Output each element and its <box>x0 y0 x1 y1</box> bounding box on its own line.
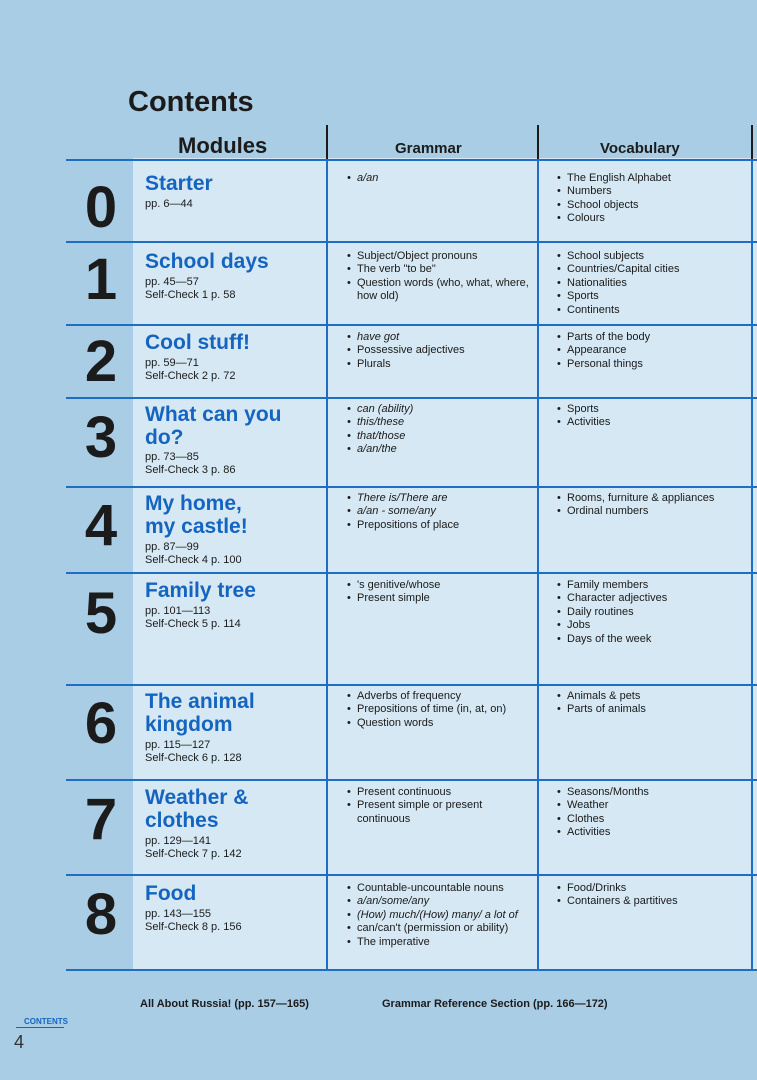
grammar-item: • that/those <box>347 430 532 443</box>
row-divider <box>66 486 757 488</box>
vocabulary-item: • Activities <box>557 826 747 839</box>
module-title[interactable]: The animal kingdom <box>145 690 255 736</box>
module-title[interactable]: Family tree <box>145 579 256 602</box>
vocabulary-item: • Nationalities <box>557 277 747 290</box>
contents-tag: CONTENTS <box>24 1017 68 1026</box>
row-divider <box>66 684 757 686</box>
grammar-item: • Question words (who, what, where, how old) <box>347 277 532 304</box>
grammar-list <box>347 172 532 185</box>
column-divider <box>537 160 539 970</box>
module-selfcheck: Self-Check 7 p. 142 <box>145 848 242 860</box>
grammar-item: • 's genitive/whose <box>347 579 532 592</box>
column-header-grammar: Grammar <box>395 140 462 157</box>
vocabulary-list <box>557 579 747 646</box>
grammar-item: • (How) much/(How) many/ a lot of <box>347 909 532 922</box>
vocabulary-item: • Days of the week <box>557 633 747 646</box>
vocabulary-list <box>557 250 747 317</box>
row-divider <box>66 324 757 326</box>
module-title[interactable]: Food <box>145 882 197 905</box>
module-pages: pp. 101—113 <box>145 605 211 617</box>
vocabulary-list <box>557 172 747 226</box>
vocabulary-item: • Appearance <box>557 344 747 357</box>
module-selfcheck: Self-Check 5 p. 114 <box>145 618 241 630</box>
row-divider <box>66 874 757 876</box>
module-selfcheck: Self-Check 3 p. 86 <box>145 464 236 476</box>
grammar-item: • The imperative <box>347 936 532 949</box>
vocabulary-item: • Jobs <box>557 619 747 632</box>
module-number: 0 <box>84 175 118 240</box>
module-number: 5 <box>84 581 118 646</box>
vocabulary-item: • The English Alphabet <box>557 172 747 185</box>
module-selfcheck: Self-Check 2 p. 72 <box>145 370 236 382</box>
row-divider <box>66 969 757 971</box>
header-divider <box>326 125 328 160</box>
module-title[interactable]: My home, my castle! <box>145 492 248 538</box>
module-title[interactable]: What can you do? <box>145 403 282 449</box>
module-number: 8 <box>84 882 118 947</box>
grammar-item: • Present simple or present continuous <box>347 799 532 826</box>
vocabulary-item: • School objects <box>557 199 747 212</box>
contents-tag-underline <box>16 1027 64 1028</box>
grammar-item: • a/an - some/any <box>347 505 532 518</box>
module-pages: pp. 143—155 <box>145 908 212 920</box>
grammar-list <box>347 690 532 730</box>
module-pages: pp. 45—57 <box>145 276 199 288</box>
grammar-item: • have got <box>347 331 532 344</box>
vocabulary-item: • Sports <box>557 403 747 416</box>
vocabulary-list <box>557 786 747 840</box>
vocabulary-item: • Continents <box>557 304 747 317</box>
module-title[interactable]: Starter <box>145 172 213 195</box>
module-pages: pp. 115—127 <box>145 739 211 751</box>
vocabulary-item: • Seasons/Months <box>557 786 747 799</box>
vocabulary-item: • School subjects <box>557 250 747 263</box>
grammar-item: • Plurals <box>347 358 532 371</box>
grammar-list <box>347 250 532 304</box>
grammar-list <box>347 331 532 371</box>
grammar-item: • Adverbs of frequency <box>347 690 532 703</box>
grammar-item: • Prepositions of time (in, at, on) <box>347 703 532 716</box>
module-pages: pp. 129—141 <box>145 835 212 847</box>
row-divider <box>66 779 757 781</box>
grammar-item: • Prepositions of place <box>347 519 532 532</box>
vocabulary-item: • Clothes <box>557 813 747 826</box>
footer-grammar-reference[interactable]: Grammar Reference Section (pp. 166—172) <box>382 998 608 1010</box>
module-number: 4 <box>84 493 118 558</box>
vocabulary-item: • Personal things <box>557 358 747 371</box>
grammar-list <box>347 492 532 532</box>
vocabulary-item: • Numbers <box>557 185 747 198</box>
vocabulary-item: • Family members <box>557 579 747 592</box>
vocabulary-item: • Activities <box>557 416 747 429</box>
grammar-item: • The verb "to be" <box>347 263 532 276</box>
vocabulary-item: • Countries/Capital cities <box>557 263 747 276</box>
column-divider <box>326 160 328 970</box>
vocabulary-list <box>557 492 747 519</box>
module-title[interactable]: School days <box>145 250 269 273</box>
grammar-item: • can/can't (permission or ability) <box>347 922 532 935</box>
grammar-item: • Question words <box>347 717 532 730</box>
module-selfcheck: Self-Check 6 p. 128 <box>145 752 242 764</box>
grammar-item: • Present continuous <box>347 786 532 799</box>
vocabulary-item: • Rooms, furniture & appliances <box>557 492 747 505</box>
module-title[interactable]: Weather & clothes <box>145 786 249 832</box>
vocabulary-list <box>557 331 747 371</box>
module-number: 7 <box>84 787 118 852</box>
grammar-list <box>347 882 532 949</box>
grammar-item: • There is/There are <box>347 492 532 505</box>
column-header-modules: Modules <box>178 133 268 158</box>
vocabulary-item: • Weather <box>557 799 747 812</box>
row-divider <box>66 397 757 399</box>
vocabulary-item: • Colours <box>557 212 747 225</box>
vocabulary-item: • Sports <box>557 290 747 303</box>
module-pages: pp. 6—44 <box>145 198 193 210</box>
module-pages: pp. 59—71 <box>145 357 199 369</box>
vocabulary-item: • Parts of the body <box>557 331 747 344</box>
module-number: 3 <box>84 405 118 470</box>
grammar-item: • Subject/Object pronouns <box>347 250 532 263</box>
grammar-item: • a/an/some/any <box>347 895 532 908</box>
row-divider <box>66 159 757 161</box>
column-divider <box>751 160 753 970</box>
header-divider <box>537 125 539 160</box>
grammar-item: • Countable-uncountable nouns <box>347 882 532 895</box>
module-pages: pp. 73—85 <box>145 451 199 463</box>
row-divider <box>66 241 757 243</box>
vocabulary-item: • Animals & pets <box>557 690 747 703</box>
vocabulary-item: • Ordinal numbers <box>557 505 747 518</box>
module-selfcheck: Self-Check 8 p. 156 <box>145 921 242 933</box>
grammar-list <box>347 403 532 457</box>
module-number: 1 <box>84 247 118 312</box>
module-number: 2 <box>84 329 118 394</box>
vocabulary-item: • Character adjectives <box>557 592 747 605</box>
grammar-item: • Present simple <box>347 592 532 605</box>
header-divider <box>751 125 753 160</box>
vocabulary-list <box>557 403 747 430</box>
grammar-item: • a/an/the <box>347 443 532 456</box>
footer-all-about-russia[interactable]: All About Russia! (pp. 157—165) <box>140 998 309 1010</box>
vocabulary-list <box>557 690 747 717</box>
column-header-vocabulary: Vocabulary <box>600 140 680 157</box>
module-pages: pp. 87—99 <box>145 541 199 553</box>
module-number: 6 <box>84 691 118 756</box>
vocabulary-item: • Daily routines <box>557 606 747 619</box>
grammar-item: • this/these <box>347 416 532 429</box>
grammar-list <box>347 786 532 826</box>
vocabulary-item: • Food/Drinks <box>557 882 747 895</box>
vocabulary-list <box>557 882 747 909</box>
page-title: Contents <box>128 86 254 118</box>
module-selfcheck: Self-Check 4 p. 100 <box>145 554 242 566</box>
grammar-item: • a/an <box>347 172 532 185</box>
vocabulary-item: • Containers & partitives <box>557 895 747 908</box>
vocabulary-item: • Parts of animals <box>557 703 747 716</box>
grammar-item: • can (ability) <box>347 403 532 416</box>
module-selfcheck: Self-Check 1 p. 58 <box>145 289 236 301</box>
module-title[interactable]: Cool stuff! <box>145 331 250 354</box>
row-divider <box>66 572 757 574</box>
grammar-item: • Possessive adjectives <box>347 344 532 357</box>
page-number: 4 <box>14 1032 25 1052</box>
grammar-list <box>347 579 532 606</box>
